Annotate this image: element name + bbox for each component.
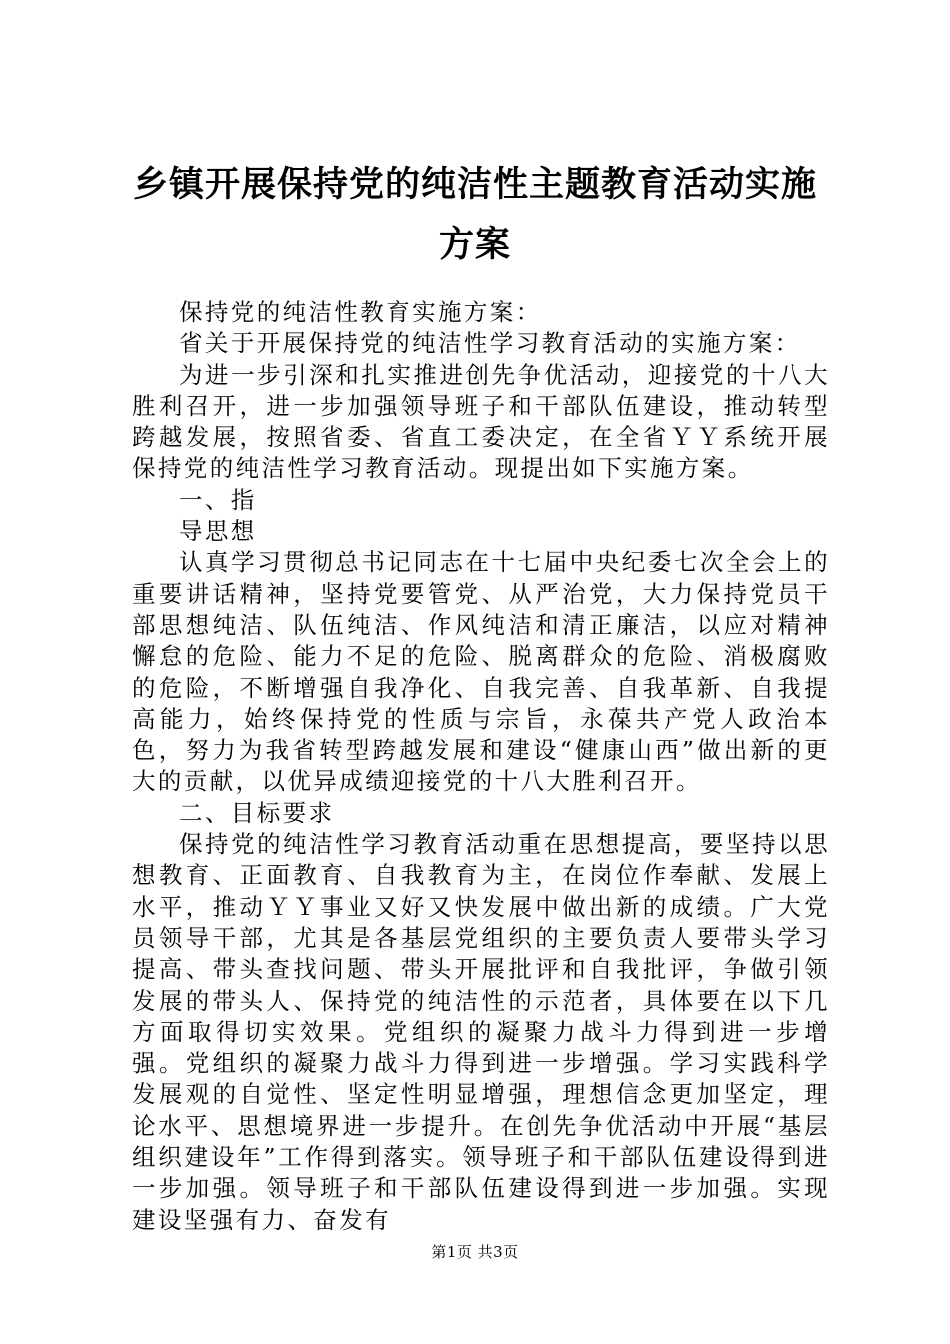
paragraph-guiding-ideology: 认真学习贯彻总书记同志在十七届中央纪委七次全会上的重要讲话精神，坚持党要管党、从严治党，大力保持党员干部思想纯洁、队伍纯洁、作风纯洁和清正廉洁，以应对精神懈怠的危险、能力不足的危险、脱离群众的危险、消极腐败的危险，不断增强自我净化、自我完善、自我革新、自我提高能力，始终保持党的性质与宗旨，永葆共产党人政治本色，努力为我省转型跨越发展和建设“健康山西”做出新的更大的贡献，以优异成绩迎接党的十八大胜利召开。 <box>132 548 830 796</box>
paragraph-scheme-title: 省关于开展保持党的纯洁性学习教育活动的实施方案： <box>179 329 801 358</box>
document-body <box>132 297 830 1236</box>
page-number-footer: 第1页 共3页 <box>431 1243 519 1261</box>
paragraph-intro: 保持党的纯洁性教育实施方案： <box>179 298 542 326</box>
section-heading-guiding-b: 导思想 <box>179 517 257 546</box>
section-heading-guiding-a: 一、指 <box>179 485 257 514</box>
paragraph-goals: 保持党的纯洁性学习教育活动重在思想提高，要坚持以思想教育、正面教育、自我教育为主，在岗位作奉献、发展上水平，推动ＹＹ事业又好又快发展中做出新的成绩。广大党员领导干部，尤其是各基层党组织的主要负责人要带头学习提高、带头查找问题、带头开展批评和自我批评，争做引领发展的带头人、保持党的纯洁性的示范者，具体要在以下几方面取得切实效果。党组织的凝聚力战斗力得到进一步增强。党组织的凝聚力战斗力得到进一步增强。学习实践科学发展观的自觉性、坚定性明显增强，理想信念更加坚定，理论水平、思想境界进一步提升。在创先争优活动中开展“基层组织建设年”工作得到落实。领导班子和干部队伍建设得到进一步加强。领导班子和干部队伍建设得到进一步加强。实现建设坚强有力、奋发有 <box>132 830 830 1234</box>
section-heading-goals: 二、目标要求 <box>179 798 335 827</box>
document-title: 乡镇开展保持党的纯洁性主题教育活动实施方案 <box>132 165 817 265</box>
paragraph-purpose: 为进一步引深和扎实推进创先争优活动，迎接党的十八大胜利召开，进一步加强领导班子和干部队伍建设，推动转型跨越发展，按照省委、省直工委决定，在全省ＹＹ系统开展保持党的纯洁性学习教育活动。现提出如下实施方案。 <box>132 360 830 483</box>
